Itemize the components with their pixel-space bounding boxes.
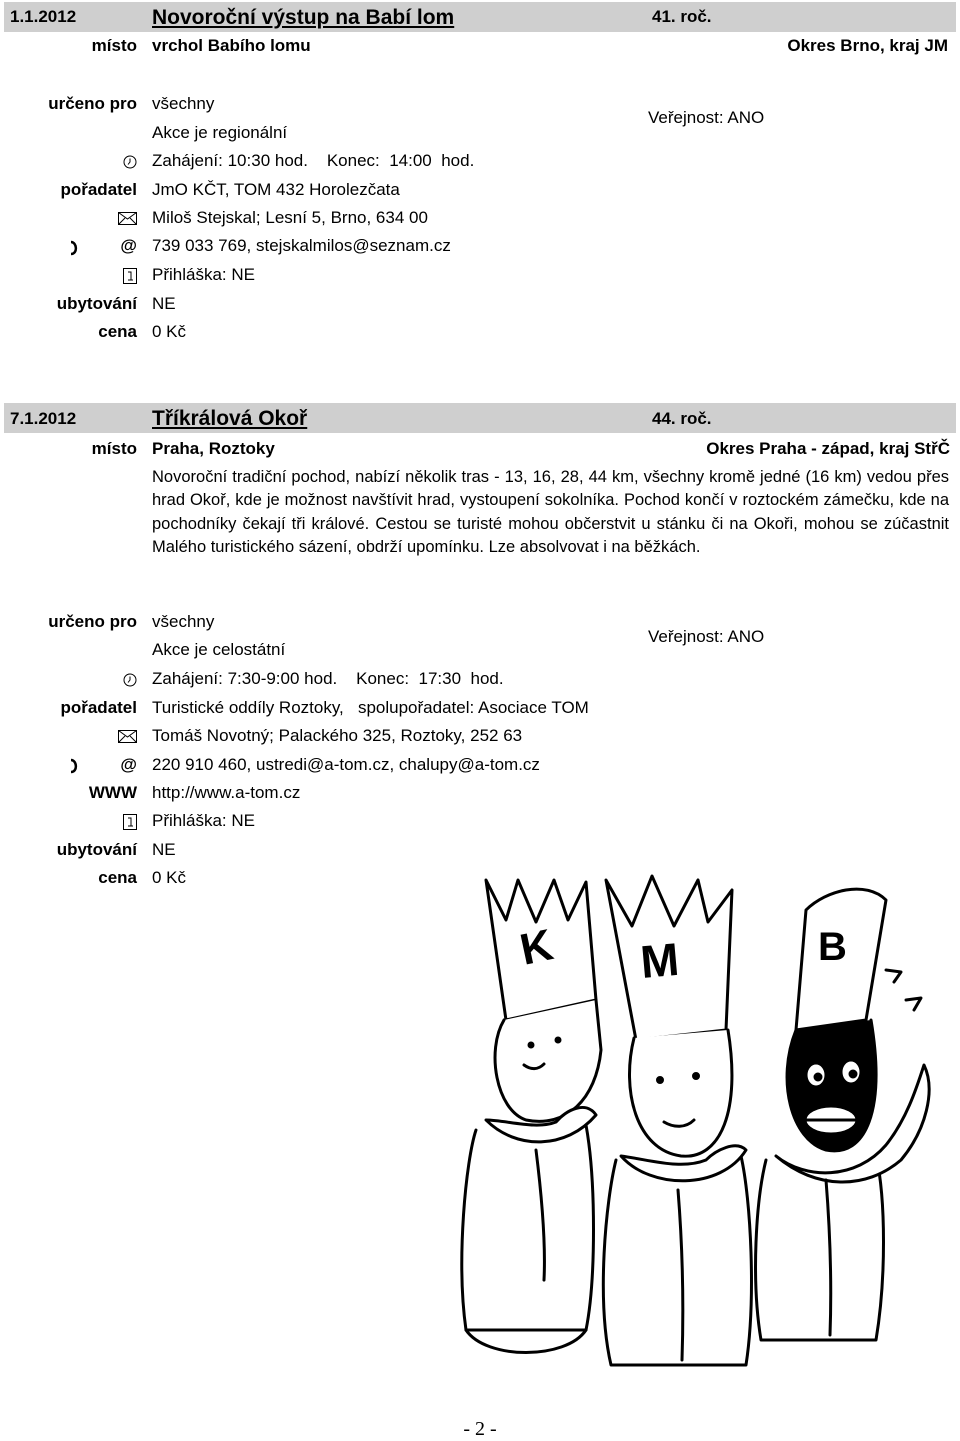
event1-accommodation: NE xyxy=(152,294,176,313)
event2-place: Praha, Roztoky xyxy=(152,439,275,458)
clock-icon xyxy=(123,673,137,687)
event2-description: Novoroční tradiční pochod, nabízí několik tras - 13, 16, 28, 44 km, všechny kromě jedné (16 km) vedou přes hrad Okoř, kde je možnost navštívit hrad, vystoupení sokolníka. Pochod končí v roztockém zámečku, kde na pochodníky čekají tři králové. Cestou se turisté mohou občerstvit u stánku či na Okoři, mohou se zúčastnit Malého turistického sázení, obdrží upomínku. Lze absolvovat i na běžkách. xyxy=(152,468,949,557)
three-kings-illustration xyxy=(446,860,956,1385)
event1-date: 1.1.2012 xyxy=(10,7,77,26)
event2-audience-label: určeno pro xyxy=(48,612,137,631)
king-left xyxy=(462,880,601,1353)
event2-time: Zahájení: 7:30-9:00 hod. Konec: 17:30 hod. xyxy=(152,669,504,688)
event2-audience: všechny xyxy=(152,612,215,631)
event2-region: Okres Praha - západ, kraj StřČ xyxy=(706,439,950,458)
event1-header-bar xyxy=(4,2,956,32)
page-number: - 2 - xyxy=(463,1418,497,1440)
event1-scope: Akce je regionální xyxy=(152,123,288,142)
event2-price-label: cena xyxy=(98,868,137,887)
event2-place-label: místo xyxy=(91,439,137,458)
envelope-icon xyxy=(118,730,137,744)
clock-icon xyxy=(123,155,137,169)
event1-organizer-label: pořadatel xyxy=(60,180,137,199)
event2-date: 7.1.2012 xyxy=(10,409,77,428)
event2-accommodation: NE xyxy=(152,840,176,859)
registration-form-icon xyxy=(123,814,137,828)
envelope-icon xyxy=(118,212,137,226)
event1-region: Okres Brno, kraj JM xyxy=(787,36,948,55)
crown-letter-b: B xyxy=(818,925,847,969)
crown-letter-k: K xyxy=(515,920,558,975)
crown-letter-m: M xyxy=(638,932,682,988)
event1-price-label: cena xyxy=(98,322,137,341)
event2-contact: 220 910 460, ustredi@a-tom.cz, chalupy@a-tom.cz xyxy=(152,755,540,774)
event1-audience: všechny xyxy=(152,94,215,113)
event1-title: Novoroční výstup na Babí lom xyxy=(152,6,455,29)
event2-edition: 44. roč. xyxy=(652,409,712,428)
event1-price: 0 Kč xyxy=(152,322,187,341)
event1-contact: 739 033 769, stejskalmilos@seznam.cz xyxy=(152,236,451,255)
event1-public: Veřejnost: ANO xyxy=(648,108,765,127)
event1-audience-label: určeno pro xyxy=(48,94,137,113)
event2-registration: Přihláška: NE xyxy=(152,811,255,830)
event2-organizer: Turistické oddíly Roztoky, spolupořadatel: Asociace TOM xyxy=(152,698,589,717)
event2-accommodation-label: ubytování xyxy=(56,840,137,859)
event1-address: Miloš Stejskal; Lesní 5, Brno, 634 00 xyxy=(152,208,428,227)
event2-www-label: WWW xyxy=(88,783,137,802)
event1-edition: 41. roč. xyxy=(652,7,712,26)
event2-www[interactable]: http://www.a-tom.cz xyxy=(152,783,301,802)
event1-accommodation-label: ubytování xyxy=(56,294,137,313)
registration-form-icon xyxy=(123,268,137,282)
event2-title: Tříkrálová Okoř xyxy=(152,407,308,430)
event2-scope: Akce je celostátní xyxy=(152,640,286,659)
event2-address: Tomáš Novotný; Palackého 325, Roztoky, 252 63 xyxy=(152,726,523,745)
king-right xyxy=(756,889,930,1340)
king-middle xyxy=(603,876,751,1365)
event2-header-bar xyxy=(4,403,956,433)
event2-public: Veřejnost: ANO xyxy=(648,627,765,646)
event1-organizer: JmO KČT, TOM 432 Horolezčata xyxy=(152,180,400,199)
event1-time: Zahájení: 10:30 hod. Konec: 14:00 hod. xyxy=(152,151,475,170)
event2-contact-label: @ xyxy=(120,755,137,774)
event2-price: 0 Kč xyxy=(152,868,187,887)
event1-contact-label: @ xyxy=(120,236,137,255)
event1-place-label: místo xyxy=(91,36,137,55)
event1-registration: Přihláška: NE xyxy=(152,265,255,284)
event2-organizer-label: pořadatel xyxy=(60,698,137,717)
event1-place: vrchol Babího lomu xyxy=(152,36,311,55)
